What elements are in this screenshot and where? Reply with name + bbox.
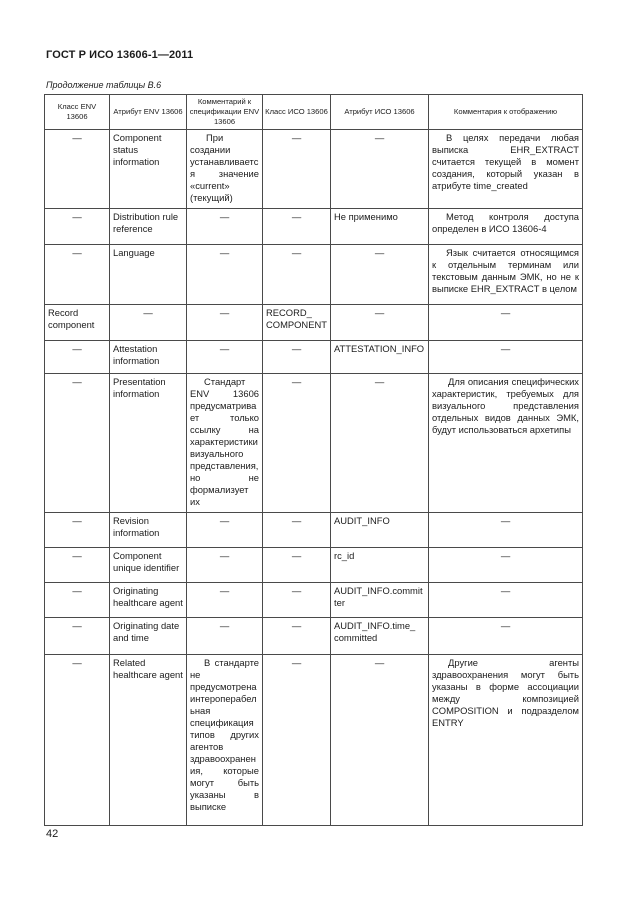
table-cell: Originating healthcare agent: [110, 583, 187, 618]
table-cell: —: [187, 618, 263, 655]
table-cell: —: [187, 583, 263, 618]
table-cell: —: [187, 513, 263, 548]
table-cell: —: [429, 513, 583, 548]
table-cell: —: [263, 583, 331, 618]
table-cell: В стандарте не предусмотрена интероперабельная спецификация типов других агентов здравоохранения, которые могут быть указаны в выписке: [187, 655, 263, 826]
table-cell: —: [45, 513, 110, 548]
table-row: [45, 245, 583, 305]
table-row: [45, 583, 583, 618]
table-cell: Другие агенты здравоохранения могут быть указаны в форме ассоциации между композицией COMPOSITION и подразделом ENTRY: [429, 655, 583, 826]
table-cell: —: [45, 245, 110, 305]
table-cell: При создании устанавливается значение «current» (текущий): [187, 130, 263, 209]
table-cell: —: [429, 583, 583, 618]
column-header: Комментарий к спецификации ENV 13606: [187, 95, 263, 130]
table-cell: Record component: [45, 305, 110, 341]
table-cell: RECORD_ COMPONENT: [263, 305, 331, 341]
table-cell: Originating date and time: [110, 618, 187, 655]
table-cell: Component status information: [110, 130, 187, 209]
table-cell: —: [263, 618, 331, 655]
table-cell: —: [45, 209, 110, 245]
table-cell: —: [263, 130, 331, 209]
table-row: [45, 305, 583, 341]
table-cell: —: [263, 341, 331, 374]
table-cell: —: [187, 245, 263, 305]
table-cell: —: [187, 341, 263, 374]
table-cell: Язык считается относящимся к отдельным терминам или текстовым данным ЭМК, но не к выписке EHR_EXTRACT в целом: [429, 245, 583, 305]
table-cell: —: [429, 305, 583, 341]
table-cell: —: [429, 341, 583, 374]
table-cell: Не применимо: [331, 209, 429, 245]
page-number: 42: [46, 828, 59, 840]
table-header-row: [45, 95, 583, 130]
table-cell: Presentation information: [110, 374, 187, 513]
mapping-table: [44, 94, 583, 826]
table-cell: Attestation information: [110, 341, 187, 374]
table-row: [45, 513, 583, 548]
table-cell: —: [45, 548, 110, 583]
table-cell: —: [331, 374, 429, 513]
table-cell: —: [263, 374, 331, 513]
table-cell: —: [110, 305, 187, 341]
table-cell: Related healthcare agent: [110, 655, 187, 826]
column-header: Класс ИСО 13606: [263, 95, 331, 130]
table-cell: —: [187, 305, 263, 341]
table-row: [45, 374, 583, 513]
table-row: [45, 655, 583, 826]
document-title: ГОСТ Р ИСО 13606-1—2011: [46, 49, 194, 61]
table-cell: —: [45, 130, 110, 209]
table-row: [45, 209, 583, 245]
table-cell: —: [429, 618, 583, 655]
table-cell: —: [45, 655, 110, 826]
table-cell: —: [263, 209, 331, 245]
table-cell: Distribution rule reference: [110, 209, 187, 245]
column-header: Комментария к отображению: [429, 95, 583, 130]
table-cell: —: [187, 548, 263, 583]
table-cell: —: [331, 130, 429, 209]
table-cell: —: [331, 655, 429, 826]
table-cell: AUDIT_INFO.time_ committed: [331, 618, 429, 655]
table-cell: Для описания специфических характеристик, требуемых для визуального представления отдельных видов данных ЭМК, будут использоваться архетипы: [429, 374, 583, 513]
column-header: Класс ENV 13606: [45, 95, 110, 130]
table-cell: —: [45, 583, 110, 618]
table-cell: —: [331, 305, 429, 341]
table-cell: В целях передачи любая выписка EHR_EXTRACT считается текущей в момент создания, который указан в атрибуте time_created: [429, 130, 583, 209]
column-header: Атрибут ENV 13606: [110, 95, 187, 130]
table-cell: —: [263, 513, 331, 548]
table-cell: Language: [110, 245, 187, 305]
table-cell: —: [187, 209, 263, 245]
table-cell: —: [331, 245, 429, 305]
table-cell: —: [263, 655, 331, 826]
table-cell: —: [45, 374, 110, 513]
table-cell: AUDIT_INFO: [331, 513, 429, 548]
table-cell: ATTESTATION_INFO: [331, 341, 429, 374]
table-cell: —: [263, 548, 331, 583]
table-cell: Revision information: [110, 513, 187, 548]
table-cell: rc_id: [331, 548, 429, 583]
column-header: Атрибут ИСО 13606: [331, 95, 429, 130]
table-cell: —: [45, 341, 110, 374]
table-cell: —: [45, 618, 110, 655]
table-cell: Component unique identifier: [110, 548, 187, 583]
table-row: [45, 130, 583, 209]
table-cell: Стандарт ENV 13606 предусматривает только ссылку на характеристики визуального представления, но не формализует их: [187, 374, 263, 513]
table-row: [45, 618, 583, 655]
table-cell: —: [263, 245, 331, 305]
table-cell: AUDIT_INFO.committer: [331, 583, 429, 618]
table-cell: —: [429, 548, 583, 583]
table-caption: Продолжение таблицы В.6: [46, 80, 162, 90]
table-row: [45, 341, 583, 374]
table-row: [45, 548, 583, 583]
table-cell: Метод контроля доступа определен в ИСО 13606-4: [429, 209, 583, 245]
